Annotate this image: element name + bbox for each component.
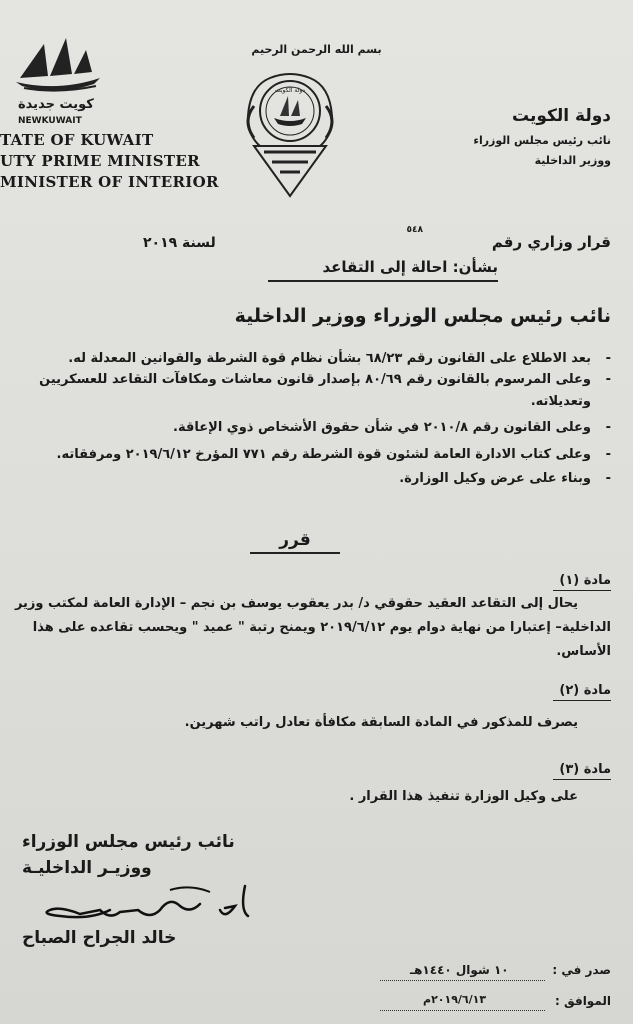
bullet-icon: - [605, 447, 611, 462]
preamble-item: -وعلى القانون رقم ٢٠١٠/٨ في شأن حقوق الأشخاص ذوي الإعاقة. [173, 420, 611, 435]
bullet-icon: - [605, 420, 611, 435]
arabic-header-minister: ووزير الداخلية [534, 154, 611, 167]
signatory-title: ووزيـر الداخليـة [22, 858, 152, 878]
logo-arabic-text: كويت جديدة [18, 97, 94, 112]
basmala: بسم الله الرحمن الرحيم [251, 43, 382, 56]
english-header-line: TATE OF KUWAIT [0, 131, 154, 149]
article-title: مادة (١) [559, 573, 611, 588]
bullet-icon: - [605, 351, 611, 366]
corresponding-gregorian-date: ٢٠١٩/٦/١٣م [423, 993, 487, 1006]
preamble-continuation: وتعديلاته. [530, 394, 591, 409]
decree-subject: بشأن: احالة إلى التقاعد [322, 258, 498, 276]
article-title: مادة (٢) [559, 683, 611, 698]
emblem-inscription: دولة الكويت [275, 87, 305, 94]
dotted-line [380, 1010, 545, 1012]
article-underline [553, 590, 611, 591]
dotted-line [380, 980, 545, 982]
article-title: مادة (٣) [559, 762, 611, 777]
arabic-header-state: دولة الكويت [511, 106, 611, 126]
english-header-line: UTY PRIME MINISTER [0, 152, 200, 170]
article-line: الأساس. [556, 644, 611, 659]
decree-heading: نائب رئيس مجلس الوزراء ووزير الداخلية [234, 305, 611, 327]
article-underline [553, 779, 611, 780]
signature-icon [20, 880, 260, 930]
arabic-header-deputy-pm: نائب رئيس مجلس الوزراء [473, 134, 611, 147]
article-line: يحال إلى التقاعد العقيد حقوقي د/ بدر يعقوب يوسف بن نجم – الإدارة العامة لمكتب وزير [14, 596, 578, 611]
bullet-icon: - [605, 372, 611, 387]
issued-hijri-date: ١٠ شوال ١٤٤٠هـ [410, 963, 509, 977]
signatory-name: خالد الجراح الصباح [22, 928, 177, 948]
preamble-item: -بعد الاطلاع على القانون رقم ٦٨/٢٣ بشأن نظام قوة الشرطة والقوانين المعدلة له. [68, 351, 611, 366]
preamble-item: -وعلى المرسوم بالقانون رقم ٨٠/٦٩ بإصدار قانون معاشات ومكافآت التقاعد للعسكريين [39, 372, 611, 387]
article-line: على وكيل الوزارة تنفيذ هذا القرار . [349, 789, 578, 804]
logo-english-text: NEWKUWAIT [18, 116, 82, 126]
bullet-icon: - [605, 471, 611, 486]
preamble-item: -وعلى كتاب الادارة العامة لشئون قوة الشرطة رقم ٧٧١ المؤرخ ٢٠١٩/٦/١٢ ومرفقاته. [56, 447, 611, 462]
english-header-line: MINISTER OF INTERIOR [0, 173, 219, 191]
signatory-title: نائب رئيس مجلس الوزراء [22, 832, 235, 852]
decree-number: ٥٤٨ [406, 225, 423, 235]
decision-underline [250, 552, 340, 554]
article-line: الداخلية– إعتبارا من نهاية دوام يوم ٢٠١٩/٦/١٢ ويمنح رتبة " عميد " ويحسب تقاعده على هذا [32, 620, 611, 635]
decision-title: قرر [279, 530, 311, 550]
corresponding-label: الموافق : [555, 994, 611, 1008]
article-underline [553, 700, 611, 701]
article-line: يصرف للمذكور في المادة السابقة مكافأة تعادل راتب شهرين. [184, 715, 578, 730]
kuwait-state-emblem-icon [240, 66, 340, 201]
subject-underline [268, 280, 498, 282]
preamble-item: -وبناء على عرض وكيل الوزارة. [399, 471, 611, 486]
issued-label: صدر في : [552, 963, 611, 977]
decree-label: قرار وزاري رقم [491, 233, 611, 251]
decree-year: لسنة ٢٠١٩ [143, 235, 216, 251]
